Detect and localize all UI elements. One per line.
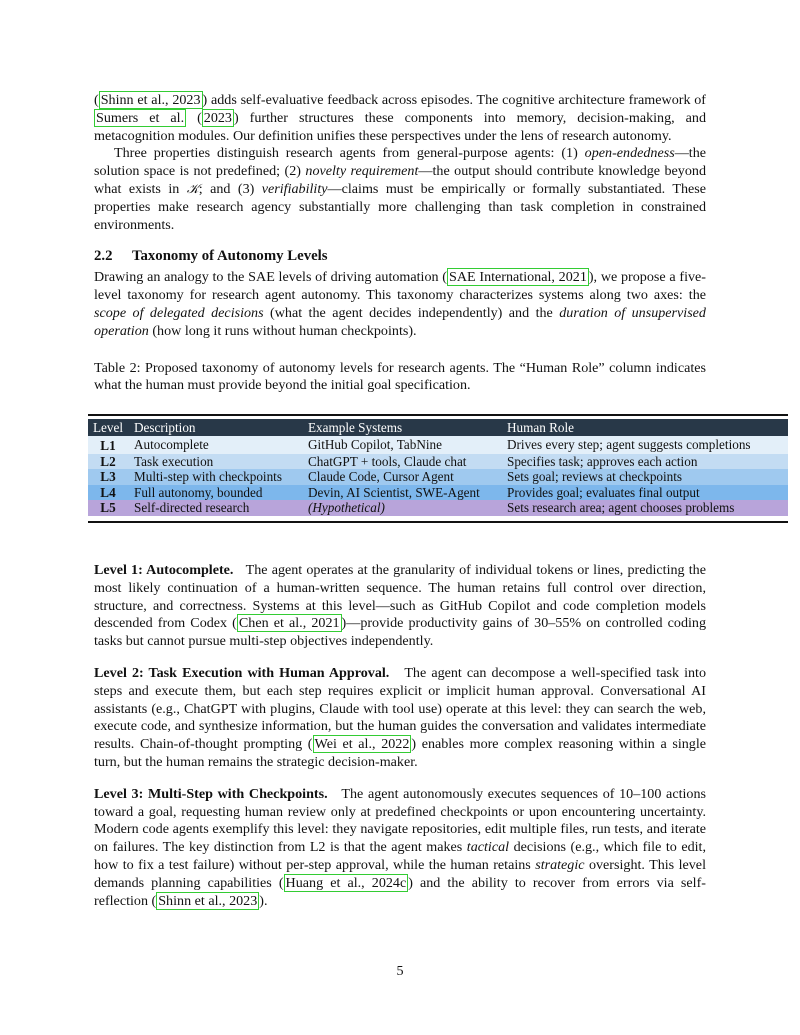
column-header: Level	[88, 419, 128, 436]
table-cell-desc: Multi-step with checkpoints	[134, 469, 282, 485]
table-row	[88, 485, 788, 501]
table-header-row	[88, 419, 788, 436]
table-row	[88, 436, 788, 454]
citation-link[interactable]: Shinn et al., 2023	[100, 92, 201, 108]
table-row	[88, 500, 788, 516]
table-cell-desc: Autocomplete	[134, 437, 209, 452]
table-cell-desc: Full autonomy, bounded	[134, 484, 263, 500]
table-cell-desc: Self-directed research	[134, 500, 250, 516]
table-cell-systems: Claude Code, Cursor Agent	[308, 469, 454, 485]
table-cell-role: Specifies task; approves each action	[507, 453, 698, 469]
table-caption: Table 2: Proposed taxonomy of autonomy levels for research agents. The “Human Role” column indicates what the human must provide beyond the initial goal specification.	[94, 359, 706, 393]
page-number: 5	[396, 963, 404, 979]
table-cell-systems: ChatGPT + tools, Claude chat	[308, 453, 467, 469]
table-cell-level: L4	[100, 484, 116, 500]
table-row	[88, 469, 788, 485]
paper-page	[94, 92, 706, 394]
paragraph-level-2: Level 2: Task Execution with Human Approval. The agent can decompose a well-specified task into steps and execute them, but each step requires explicit or implicit human approval. Conversational AI assistants (e.g., ChatGPT with plugins, Claude with tool use) operate at this level: they can search the web, execute code, and synthesize information, but the human guides the conversation and validates intermediate results. Chain-of-thought prompting ( Wei et al., 2022 ) enables more complex reasoning within a single turn, but the human remains the strategic decision-maker.	[94, 664, 707, 770]
table-top-rule	[88, 414, 788, 416]
citation-link[interactable]: Shinn et al., 2023	[158, 892, 258, 909]
table-cell-role: Drives every step; agent suggests completions	[507, 437, 751, 452]
citation-link[interactable]: Chen et al., 2021	[238, 615, 340, 632]
table-cell-level: L2	[100, 453, 116, 469]
table-row	[88, 454, 788, 470]
citation-link[interactable]: Sumers et al.	[96, 109, 185, 126]
autonomy-table	[88, 419, 788, 516]
citation-link[interactable]: Wei et al., 2022	[314, 736, 410, 753]
citation-link[interactable]: Huang et al., 2024c	[285, 874, 407, 891]
table-cell-desc: Task execution	[134, 453, 214, 469]
paragraph-level-3: Level 3: Multi-Step with Checkpoints. The agent autonomously executes sequences of 10–100 actions toward a goal, requesting human review only at predefined checkpoints or upon encountering uncertainty. Modern code agents exemplify this level: they navigate repositories, edit multiple files, run tests, and iterate on failures. The key distinction from L2 is that the agent makes tactical decisions (e.g., which file to edit, how to fix a test failure) without per-step approval, while the human retains strategic oversight. This level demands planning capabilities ( Huang et al., 2024c ) and the ability to recover from errors via self-reflection ( Shinn et al., 2023 ).	[94, 785, 706, 909]
table-cell-role: Sets goal; reviews at checkpoints	[507, 469, 683, 485]
table-cell-level: L1	[100, 438, 116, 453]
table-cell-systems: Devin, AI Scientist, SWE-Agent	[308, 484, 480, 500]
table-cell-level: L3	[100, 469, 116, 485]
paragraph-taxonomy-intro: Drawing an analogy to the SAE levels of driving automation ( SAE International, 2021 ), we propose a five-level taxonomy for research agent autonomy. This taxonomy characterizes systems along two axes: the scope of delegated decisions (what the agent decides independently) and the duration of unsupervised operation (how long it runs without human checkpoints).	[94, 269, 707, 339]
citation-link[interactable]: 2023	[203, 109, 232, 126]
section-heading: 2.2 Taxonomy of Autonomy Levels	[94, 248, 328, 265]
knowledge-symbol: 𝒦	[186, 181, 199, 197]
paragraph-agent-architectures: ( Shinn et al., 2023 ) adds self-evaluative feedback across episodes. The cognitive architecture framework of Sumers et al. ( 2023 ) further structures these components into memory, decision-making, and metacognition modules. Our definition unifies these perspectives under the lens of research autonomy.	[94, 92, 706, 144]
table-cell-role: Provides goal; evaluates final output	[507, 484, 700, 500]
table-cell-systems: GitHub Copilot, TabNine	[308, 437, 442, 452]
table-bottom-rule	[88, 521, 788, 523]
level-descriptions	[94, 562, 706, 910]
table-cell-systems: (Hypothetical)	[308, 500, 385, 516]
table-cell-role: Sets research area; agent chooses problems	[507, 500, 735, 516]
column-header: Example Systems	[302, 419, 501, 436]
paragraph-research-properties: Three properties distinguish research agents from general-purpose agents: (1) open-endedness—the solution space is not predefined; (2) novelty requirement—the output should contribute knowledge beyond what exists in 𝒦; and (3) verifiability—claims must be empirically or formally substantiated. These properties make research agency substantially more challenging than task completion in constrained environments.	[94, 145, 706, 233]
table-cell-level: L5	[100, 500, 116, 516]
column-header: Human Role	[501, 419, 788, 436]
column-header: Description	[128, 419, 302, 436]
paragraph-level-1: Level 1: Autocomplete. The agent operates at the granularity of individual tokens or lines, predicting the most likely continuation of a human-written sequence. The human retains full control over direction, structure, and correctness. Systems at this level—such as GitHub Copilot and code completion models descended from Codex ( Chen et al., 2021 )—provide productivity gains of 30–55% on controlled coding tasks but cannot pursue multi-step objectives independently.	[94, 562, 707, 650]
citation-link[interactable]: SAE International, 2021	[449, 269, 587, 286]
